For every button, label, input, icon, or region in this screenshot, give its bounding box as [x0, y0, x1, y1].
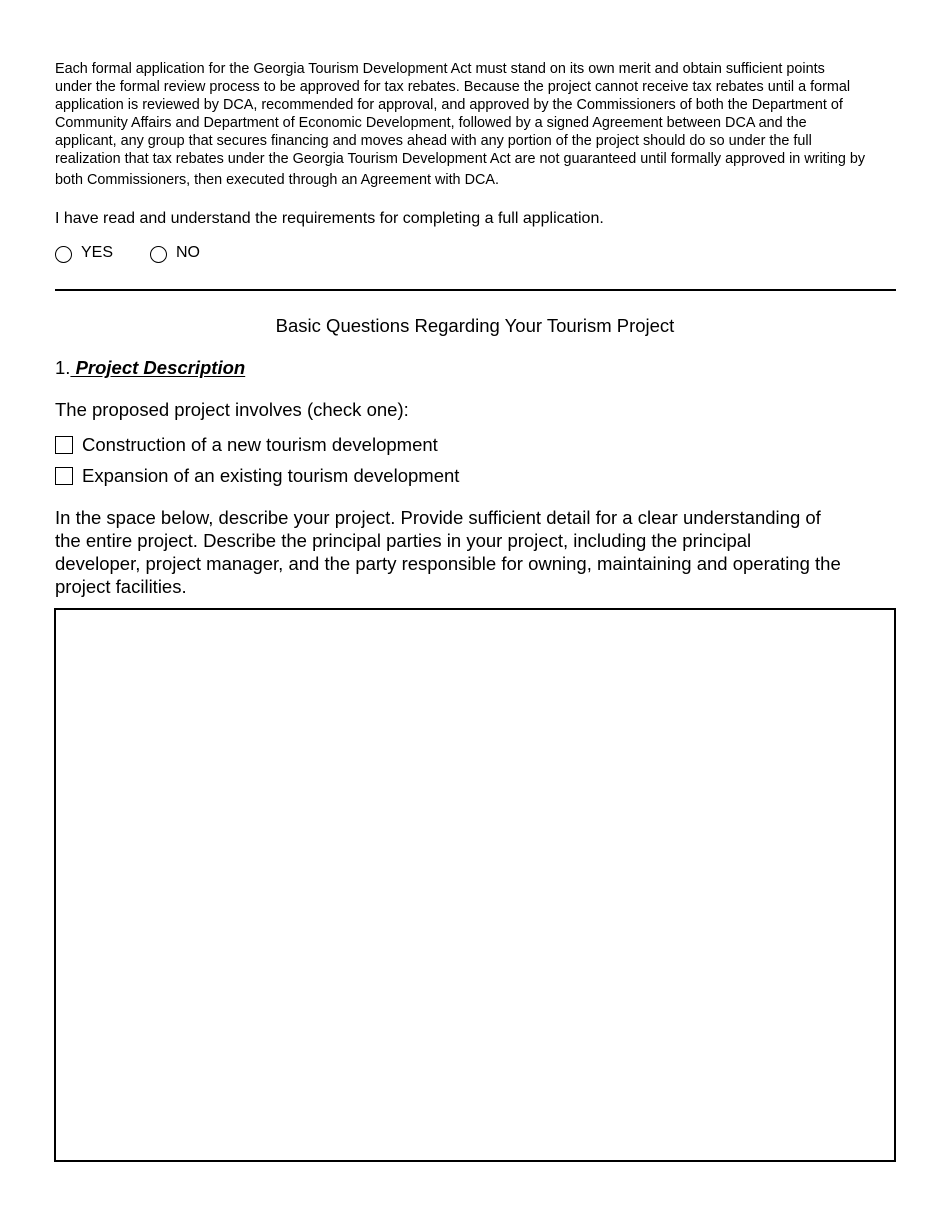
- checkbox-icon[interactable]: [55, 467, 73, 485]
- notice-line: realization that tax rebates under the Georgia Tourism Development Act are not guaranteed until formally approved in writing by: [55, 151, 866, 167]
- radio-yes-label: YES: [81, 243, 114, 261]
- instruction-line: project facilities.: [55, 576, 187, 597]
- radio-yes[interactable]: [55, 242, 113, 263]
- radio-circle-icon[interactable]: [150, 246, 167, 263]
- project-type-prompt: The proposed project involves (check one):: [55, 399, 409, 420]
- question-number: 1.: [55, 357, 71, 378]
- radio-no-label: NO: [176, 243, 200, 261]
- question-1-heading: [55, 356, 245, 380]
- checkbox-new-construction-label: Construction of a new tourism development: [82, 434, 438, 455]
- notice-line: applicant, any group that secures financing and moves ahead with any portion of the project should do so under the full: [55, 133, 812, 149]
- checkbox-icon[interactable]: [55, 436, 73, 454]
- question-title: Project Description: [70, 357, 246, 378]
- instruction-line: developer, project manager, and the party responsible for owning, maintaining and operating the: [55, 553, 841, 574]
- radio-no[interactable]: [150, 242, 200, 263]
- instruction-line: the entire project. Describe the principal parties in your project, including the principal: [55, 530, 752, 551]
- description-instructions: [55, 506, 905, 598]
- section-divider: [55, 289, 896, 291]
- project-description-textbox[interactable]: [54, 608, 896, 1162]
- checkbox-expansion[interactable]: [55, 464, 459, 488]
- notice-line: under the formal review process to be approved for tax rebates. Because the project cannot receive tax rebates until a formal: [55, 79, 851, 95]
- notice-paragraph: [55, 60, 905, 189]
- radio-circle-icon[interactable]: [55, 246, 72, 263]
- notice-line: both Commissioners, then executed through an Agreement with DCA.: [55, 172, 499, 188]
- notice-line: Each formal application for the Georgia Tourism Development Act must stand on its own merit and obtain sufficient points: [55, 61, 825, 77]
- instruction-line: In the space below, describe your project. Provide sufficient detail for a clear understanding of: [55, 507, 821, 528]
- section-heading: Basic Questions Regarding Your Tourism Project: [275, 315, 675, 336]
- checkbox-new-construction[interactable]: [55, 433, 438, 457]
- checkbox-expansion-label: Expansion of an existing tourism development: [82, 465, 460, 486]
- notice-line: application is reviewed by DCA, recommended for approval, and approved by the Commissioners of both the Department of: [55, 97, 843, 113]
- acknowledgement-statement: I have read and understand the requirements for completing a full application.: [55, 210, 604, 227]
- notice-line: Community Affairs and Department of Economic Development, followed by a signed Agreement between DCA and the: [55, 115, 807, 131]
